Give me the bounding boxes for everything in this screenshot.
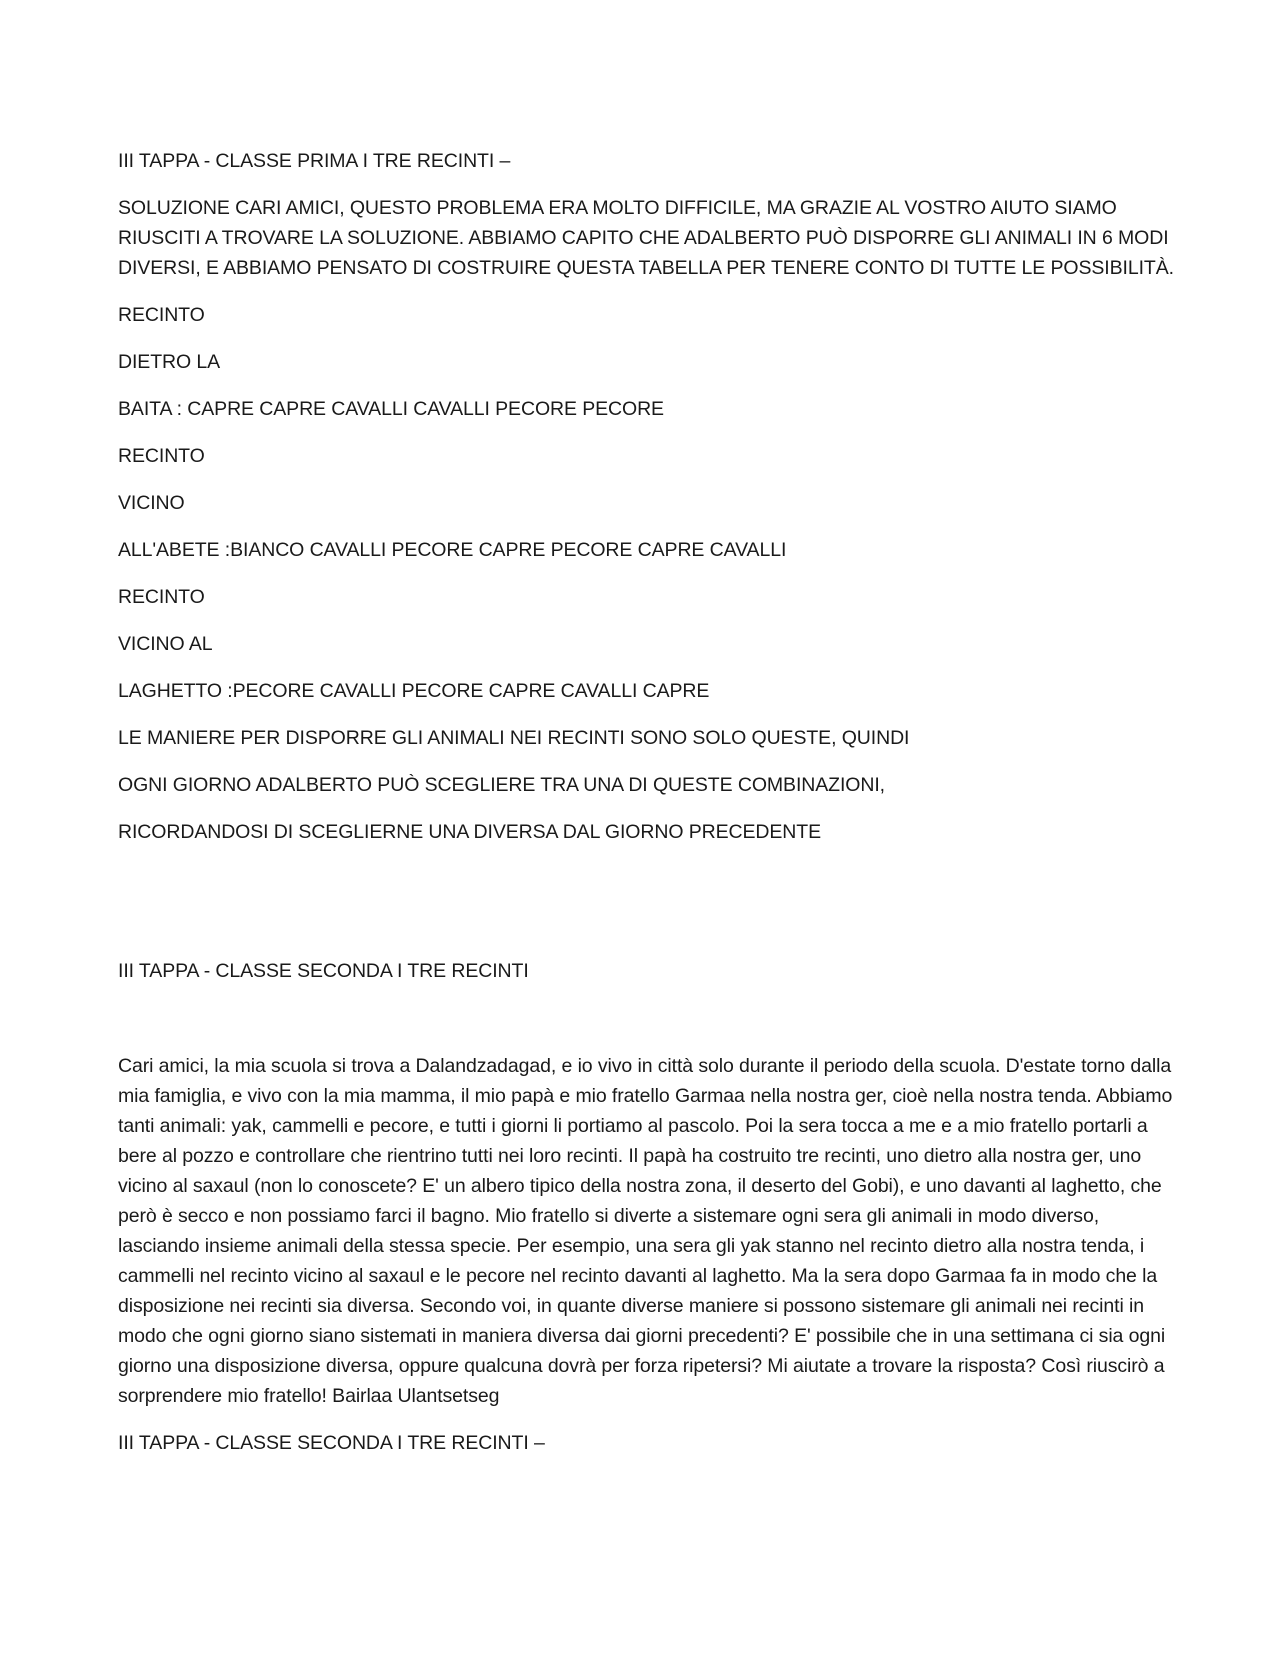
section1-line-8: VICINO AL (118, 633, 213, 655)
section1-line-10: LE MANIERE PER DISPORRE GLI ANIMALI NEI RECINTI SONO SOLO QUESTE, QUINDI (118, 727, 910, 749)
section1-line-11: OGNI GIORNO ADALBERTO PUÒ SCEGLIERE TRA UNA DI QUESTE COMBINAZIONI, (118, 774, 885, 796)
section1-line-6: ALL'ABETE :BIANCO CAVALLI PECORE CAPRE PECORE CAPRE CAVALLI (118, 539, 787, 561)
section2-closing-heading: III TAPPA - CLASSE SECONDA I TRE RECINTI – (118, 1432, 545, 1454)
heading-spacer (118, 1003, 1178, 1051)
section1-line-1: RECINTO (118, 304, 205, 326)
section1-solution: SOLUZIONE CARI AMICI, QUESTO PROBLEMA ERA MOLTO DIFFICILE, MA GRAZIE AL VOSTRO AIUTO SIAMO RIUSCITI A TROVARE LA SOLUZIONE. ABBIAMO CAPITO CHE ADALBERTO PUÒ DISPORRE GLI ANIMALI IN 6 MODI DIVERSI, E ABBIAMO PENSATO DI COSTRUIRE QUESTA TABELLA PER TENERE CONTO DI TUTTE LE POSSIBILITÀ. (118, 197, 1174, 279)
section1-line-4: RECINTO (118, 445, 205, 467)
section2-heading: III TAPPA - CLASSE SECONDA I TRE RECINTI (118, 960, 529, 982)
document-page (118, 146, 1178, 1475)
section1-line-2: DIETRO LA (118, 351, 221, 373)
section1-line-5: VICINO (118, 492, 185, 514)
section1-line-9: LAGHETTO :PECORE CAVALLI PECORE CAPRE CAVALLI CAPRE (118, 680, 710, 702)
section1-line-12: RICORDANDOSI DI SCEGLIERNE UNA DIVERSA DAL GIORNO PRECEDENTE (118, 821, 821, 843)
section1-line-3: BAITA : CAPRE CAPRE CAVALLI CAVALLI PECORE PECORE (118, 398, 664, 420)
section-spacer (118, 864, 1178, 956)
section2-letter: Cari amici, la mia scuola si trova a Dalandzadagad, e io vivo in città solo durante il periodo della scuola. D'estate torno dalla mia famiglia, e vivo con la mia mamma, il mio papà e mio fratello Garmaa nella nostra ger, cioè nella nostra tenda. Abbiamo tanti animali: yak, cammelli e pecore, e tutti i giorni li portiamo al pascolo. Poi la sera tocca a me e a mio fratello portarli a bere al pozzo e controllare che rientrino tutti nei loro recinti. Il papà ha costruito tre recinti, uno dietro alla nostra ger, uno vicino al saxaul (non lo conoscete? E' un albero tipico della nostra zona, il deserto del Gobi), e uno davanti al laghetto, che però è secco e non possiamo farci il bagno. Mio fratello si diverte a sistemare ogni sera gli animali in modo diverso, lasciando insieme animali della stessa specie. Per esempio, una sera gli yak stanno nel recinto dietro alla nostra tenda, i cammelli nel recinto vicino al saxaul e le pecore nel recinto davanti al laghetto. Ma la sera dopo Garmaa fa in modo che la disposizione nei recinti sia diversa. Secondo voi, in quante diverse maniere si possono sistemare gli animali nei recinti in modo che ogni giorno siano sistemati in maniera diversa dai giorni precedenti? E' possibile che in una settimana ci sia ogni giorno una disposizione diversa, oppure qualcuna dovrà per forza ripetersi? Mi aiutate a trovare la risposta? Così riuscirò a sorprendere mio fratello! Bairlaa Ulantsetseg (118, 1055, 1173, 1407)
section1-line-7: RECINTO (118, 586, 205, 608)
section1-heading: III TAPPA - CLASSE PRIMA I TRE RECINTI – (118, 150, 511, 172)
